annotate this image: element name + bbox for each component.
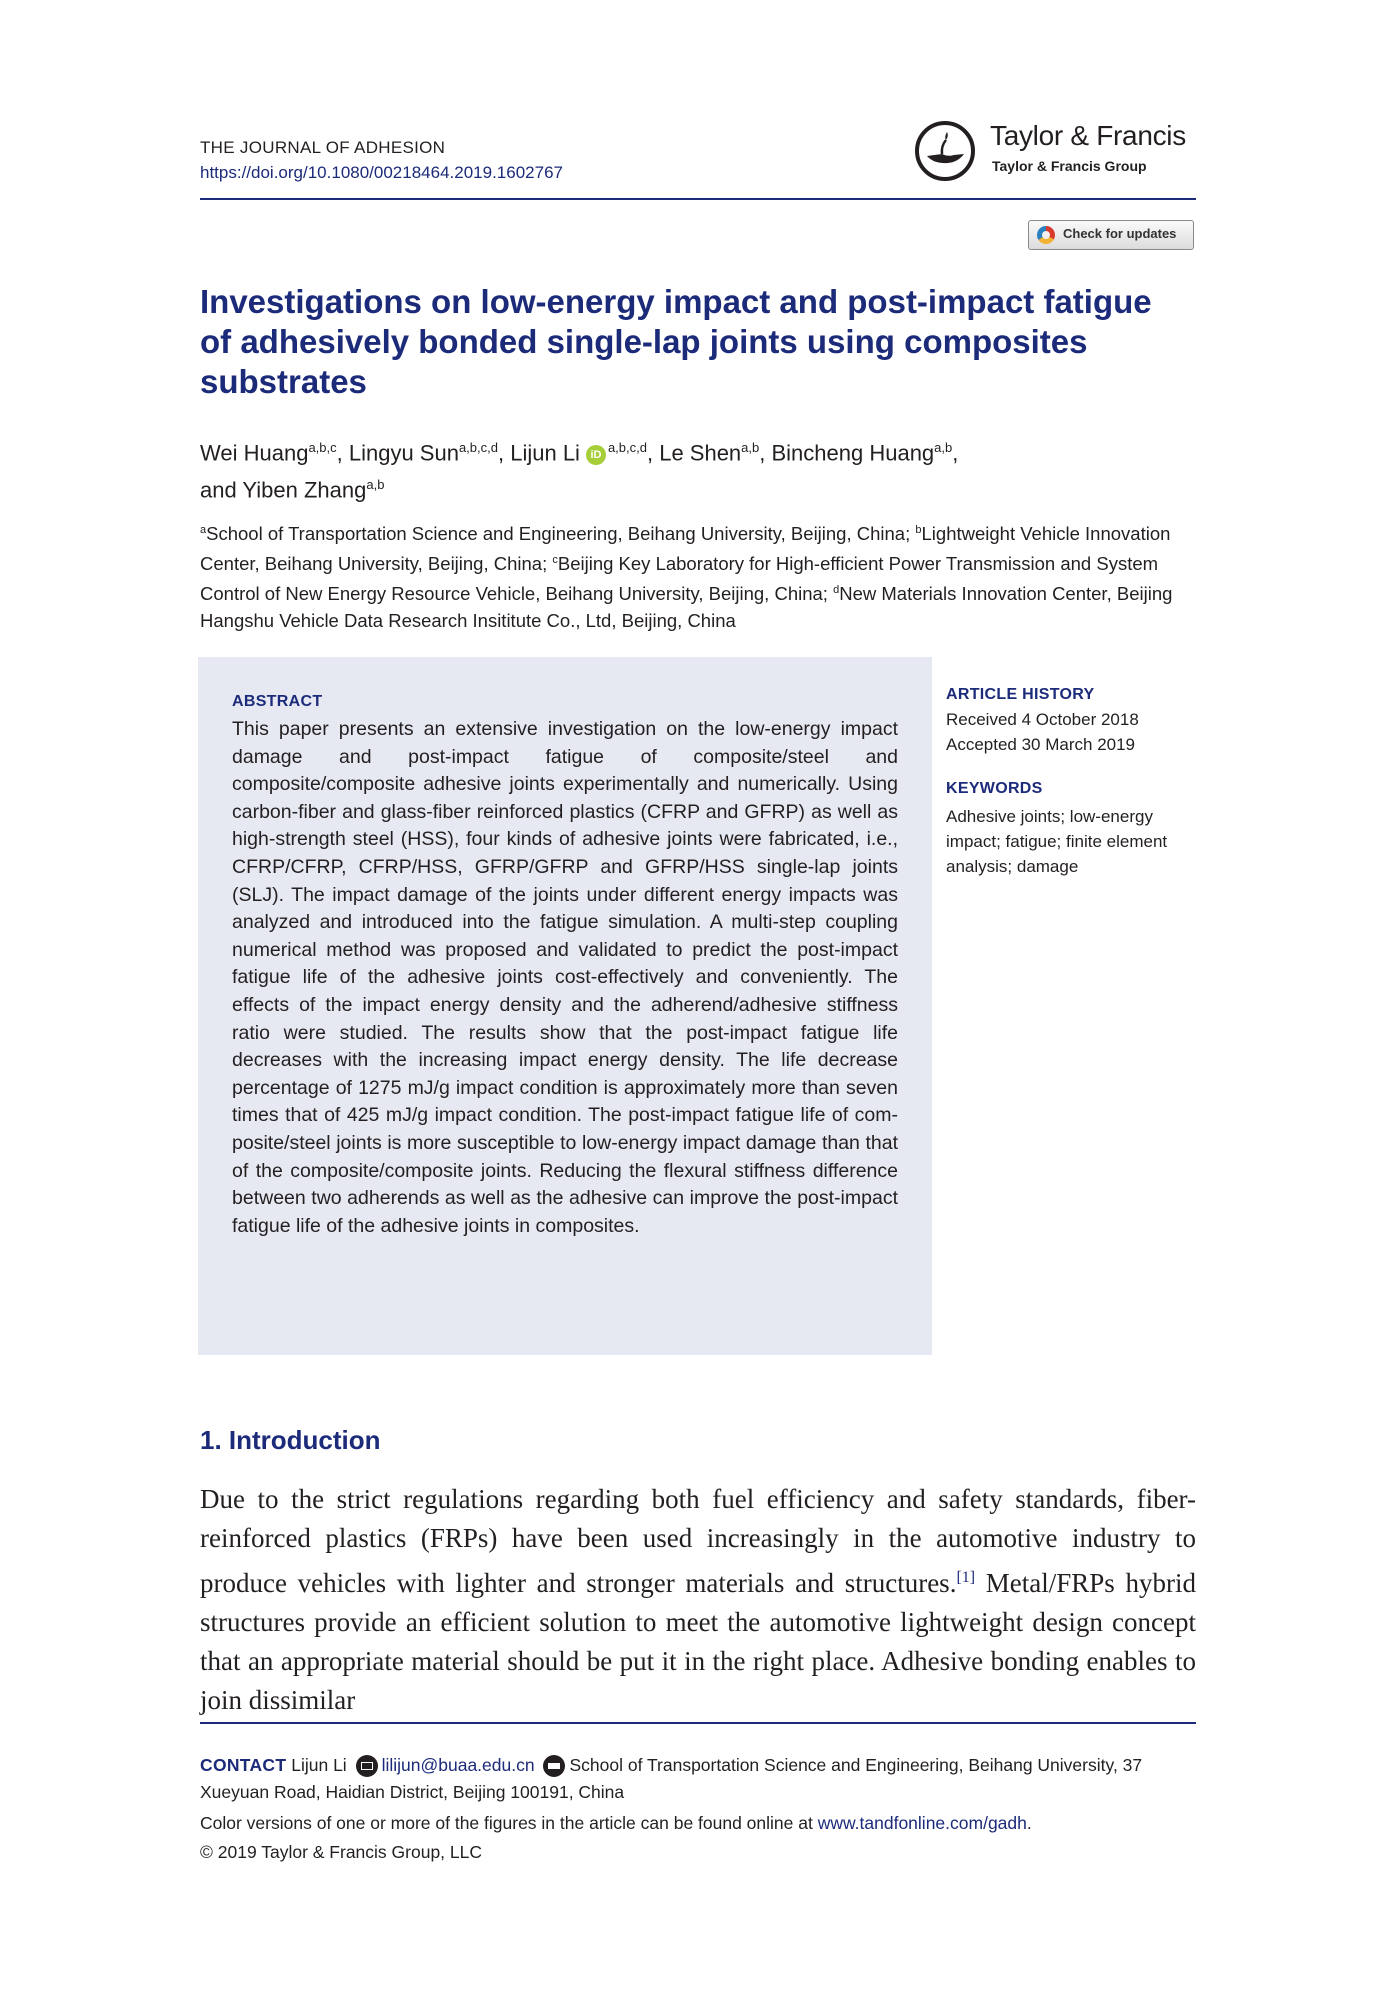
author-affil-sup: a,b: [934, 440, 953, 455]
author-separator: ,: [759, 440, 772, 466]
header-rule: [200, 198, 1196, 200]
contact-block: [200, 1752, 1196, 1806]
affiliation: Lightweight Vehicle Innovation Center, Beihang University, Beijing, China;: [200, 523, 1171, 575]
author-name: Wei Huang: [200, 440, 309, 466]
color-note-text: Color versions of one or more of the figures in the article can be found online at: [200, 1813, 818, 1833]
keywords-heading: KEYWORDS: [946, 780, 1043, 797]
author-separator: ,: [952, 440, 959, 466]
affiliation: New Materials Innovation Center, Beijing Hangshu Vehicle Data Research Insititute Co., Ltd, Beijing, China: [200, 583, 1173, 632]
author-and: and: [200, 477, 243, 503]
article-history-heading: ARTICLE HISTORY: [946, 686, 1095, 703]
received-date: Received 4 October 2018: [946, 710, 1139, 729]
keywords-text: Adhesive joints; low-energy impact; fatigue; finite element analysis; damage: [946, 807, 1168, 876]
color-note-end: .: [1026, 1813, 1032, 1833]
taylor-francis-lamp-icon: [914, 120, 976, 182]
abstract-text: This paper presents an extensive investigation on the low-energy impact damage and post-impact fatigue of composite/steel and composite/composite adhesive joints experimentally and numerically. Using carbon-fiber and glass-fiber reinforced plastics (CFRP and GFRP) as well as high-strength steel (HSS), four kinds of adhesive joints were fabricated, i.e., CFRP/CFRP, CFRP/HSS, GFRP/GFRP and GFRP/HSS single-lap joints (SLJ). The impact damage of the joints under different energy impacts was analyzed and introduced into the fatigue simulation. A multi-step coupling numerical method was proposed and validated to predict the post-impact fatigue life of the adhesive joints cost-effectively and conveniently. The effects of the impact energy density and the adherend/adhesive stiffness ratio were studied. The results show that the post-impact fatigue life decreases with the increasing impact energy density. The life decrease percentage of 1275 mJ/g impact condition is approximately more than seven times that of 425 mJ/g impact condition. The post-impact fatigue life of com-posite/steel joints is more susceptible to low-energy impact damage than that of the composite/composite joints. Reducing the flexural stiffness difference between two adherends as well as the adhesive can improve the post-impact fatigue life of the adhesive joints in composites.: [232, 718, 898, 1237]
affiliations: [200, 517, 1196, 634]
contact-name: Lijun Li: [291, 1755, 347, 1775]
journal-website-link[interactable]: www.tandfonline.com/gadh: [817, 1813, 1027, 1833]
doi-link[interactable]: https://doi.org/10.1080/00218464.2019.1602767: [200, 163, 563, 182]
contact-address: School of Transportation Science and Engineering, Beihang University, 37 Xueyuan Road, Haidian District, Beijing 100191, China: [200, 1755, 1143, 1802]
author-name: Lijun Li: [510, 440, 580, 466]
article-title: Investigations on low-energy impact and post-impact fatigue of adhesively bonded single-lap joints using composites substrates: [200, 283, 1152, 400]
contact-label: CONTACT: [200, 1755, 287, 1775]
author-separator: ,: [497, 440, 511, 466]
author-name: Yiben Zhang: [242, 477, 367, 503]
affil-marker: d: [833, 584, 840, 597]
publisher-name: Taylor & Francis: [990, 120, 1186, 151]
color-note: [200, 1813, 1196, 1834]
affiliation: School of Transportation Science and Engineering, Beihang University, Beijing, China;: [206, 523, 916, 545]
intro-paragraph-end: Metal/FRPs hybrid structures provide an efficient solution to meet the automotive lightweight design concept that an appropriate material should be put it in the right place. Adhesive bonding enables to join dissimilar: [200, 1568, 1196, 1715]
affil-marker: b: [915, 524, 922, 536]
affil-marker: a: [200, 524, 207, 536]
crossmark-icon: [1037, 226, 1055, 244]
email-icon: [356, 1755, 378, 1777]
contact-email[interactable]: lilijun@buaa.edu.cn: [381, 1755, 535, 1775]
check-for-updates-button[interactable]: [1028, 220, 1194, 250]
author-name: Bincheng Huang: [771, 440, 935, 466]
author-affil-sup: a,b: [741, 440, 760, 455]
journal-name: THE JOURNAL OF ADHESION: [200, 138, 446, 157]
author-list: [200, 432, 1200, 507]
footer-rule: [200, 1722, 1196, 1724]
abstract-heading: ABSTRACT: [232, 693, 323, 710]
reference-link[interactable]: [1]: [956, 1569, 976, 1586]
author-separator: ,: [646, 440, 660, 466]
author-name: Lingyu Sun: [348, 440, 459, 466]
address-icon: [543, 1755, 565, 1777]
author-affil-sup: a,b,c,d: [607, 440, 647, 455]
copyright: © 2019 Taylor & Francis Group, LLC: [200, 1842, 483, 1862]
check-for-updates-label: Check for updates: [1063, 226, 1177, 241]
author-affil-sup: a,b: [366, 477, 385, 493]
publisher-group: Taylor & Francis Group: [992, 158, 1147, 174]
author-name: Le Shen: [659, 440, 742, 466]
author-affil-sup: a,b,c,d: [458, 440, 498, 455]
affil-marker: c: [552, 554, 558, 567]
author-affil-sup: a,b,c: [308, 440, 337, 455]
intro-paragraph-start: Due to the strict regulations regarding both fuel efficiency and safety standards, fiber-reinforced plastics (FRPs) have been used increasingly in the automotive industry to produce vehicles with lighter and stronger materials and structures.: [200, 1484, 1196, 1598]
introduction-text: [200, 1480, 1196, 1720]
orcid-icon[interactable]: iD: [586, 445, 606, 465]
section-heading-introduction: 1. Introduction: [200, 1425, 381, 1455]
author-separator: ,: [336, 440, 349, 466]
accepted-date: Accepted 30 March 2019: [946, 735, 1136, 754]
affiliation: Beijing Key Laboratory for High-efficient Power Transmission and System Control of New Energy Resource Vehicle, Beihang University, Beijing, China;: [200, 553, 1159, 605]
